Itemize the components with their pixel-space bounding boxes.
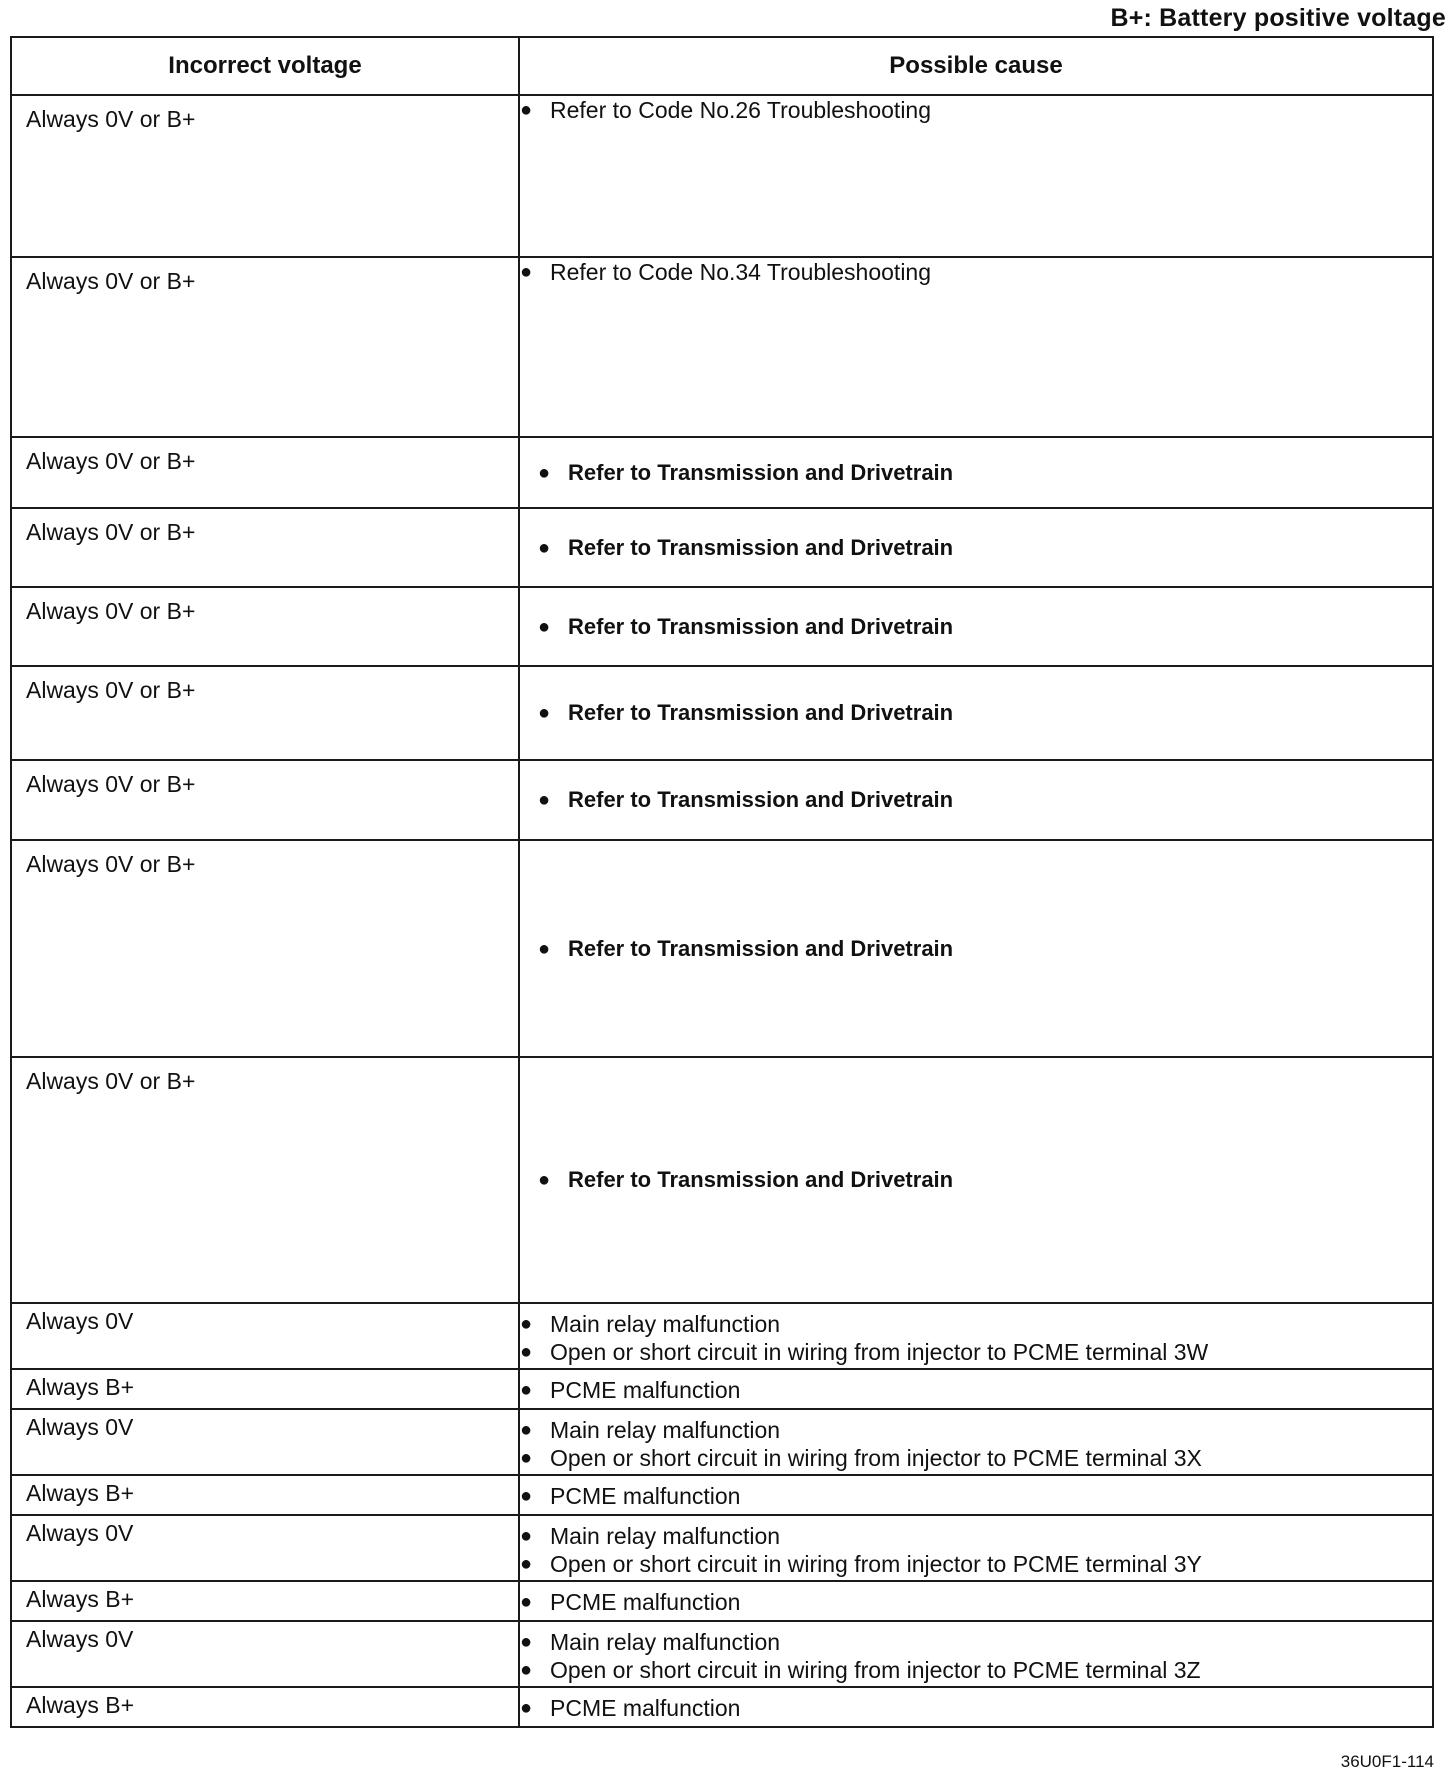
cause-text: Main relay malfunction bbox=[550, 1417, 781, 1443]
legend-note: B+: Battery positive voltage bbox=[1110, 4, 1446, 32]
cause-text: Open or short circuit in wiring from injector to PCME terminal 3Y bbox=[550, 1551, 1202, 1577]
cause-text: Refer to Transmission and Drivetrain bbox=[568, 1167, 954, 1192]
voltage-cell bbox=[11, 1687, 519, 1727]
cause-cell bbox=[519, 760, 1433, 840]
header-possible-cause: Possible cause bbox=[519, 37, 1433, 95]
voltage-cell bbox=[11, 666, 519, 760]
voltage-value: Always 0V or B+ bbox=[26, 677, 196, 703]
table-row bbox=[11, 508, 1433, 587]
voltage-value: Always 0V or B+ bbox=[26, 771, 196, 797]
voltage-value: Always 0V bbox=[26, 1414, 134, 1440]
cause-item bbox=[520, 1338, 1432, 1366]
voltage-value: Always 0V bbox=[26, 1520, 134, 1546]
voltage-value: Always 0V bbox=[26, 1626, 134, 1652]
table-row bbox=[11, 1621, 1433, 1687]
cause-item bbox=[538, 1166, 1432, 1194]
cause-text: Refer to Code No.26 Troubleshooting bbox=[550, 97, 932, 123]
table-row bbox=[11, 1475, 1433, 1515]
cause-item bbox=[538, 699, 1432, 727]
cause-text: PCME malfunction bbox=[550, 1695, 741, 1721]
cause-item bbox=[520, 1550, 1432, 1578]
voltage-value: Always B+ bbox=[26, 1692, 135, 1718]
cause-item bbox=[520, 1588, 1432, 1616]
cause-text: PCME malfunction bbox=[550, 1377, 741, 1403]
voltage-cell bbox=[11, 840, 519, 1057]
bullet-icon: ● bbox=[538, 536, 551, 559]
cause-cell bbox=[519, 1369, 1433, 1409]
voltage-cell bbox=[11, 760, 519, 840]
troubleshooting-table bbox=[10, 36, 1434, 1728]
voltage-cell bbox=[11, 257, 519, 437]
cause-item bbox=[520, 1482, 1432, 1510]
voltage-value: Always B+ bbox=[26, 1480, 135, 1506]
bullet-icon: ● bbox=[538, 937, 551, 960]
cause-cell bbox=[519, 257, 1433, 437]
bullet-icon: ● bbox=[538, 615, 551, 638]
cause-item bbox=[520, 1656, 1432, 1684]
cause-cell bbox=[519, 840, 1433, 1057]
cause-item bbox=[520, 258, 1432, 286]
cause-text: Refer to Transmission and Drivetrain bbox=[568, 613, 954, 639]
bullet-icon: ● bbox=[538, 702, 551, 724]
cause-cell bbox=[519, 666, 1433, 760]
table-row bbox=[11, 1303, 1433, 1369]
bullet-icon: ● bbox=[520, 1341, 533, 1363]
cause-item bbox=[520, 1310, 1432, 1338]
voltage-value: Always 0V or B+ bbox=[26, 851, 196, 877]
bullet-icon: ● bbox=[520, 1697, 533, 1719]
cause-item bbox=[520, 96, 1432, 124]
cause-text: Open or short circuit in wiring from injector to PCME terminal 3Z bbox=[550, 1657, 1201, 1683]
table-row bbox=[11, 1369, 1433, 1409]
cause-item bbox=[520, 1444, 1432, 1472]
cause-text: Refer to Code No.34 Troubleshooting bbox=[550, 259, 932, 285]
header-incorrect-voltage: Incorrect voltage bbox=[11, 37, 519, 95]
bullet-icon: ● bbox=[520, 1313, 533, 1335]
bullet-icon: ● bbox=[538, 1169, 551, 1191]
cause-text: Open or short circuit in wiring from injector to PCME terminal 3W bbox=[550, 1339, 1209, 1365]
cause-cell bbox=[519, 508, 1433, 587]
voltage-value: Always 0V or B+ bbox=[26, 1068, 196, 1094]
cause-text: Refer to Transmission and Drivetrain bbox=[568, 700, 954, 725]
cause-item bbox=[520, 1628, 1432, 1656]
voltage-cell bbox=[11, 1057, 519, 1303]
voltage-value: Always 0V or B+ bbox=[26, 106, 196, 132]
cause-cell bbox=[519, 1409, 1433, 1475]
bullet-icon: ● bbox=[520, 1447, 533, 1469]
table-row bbox=[11, 666, 1433, 760]
cause-cell bbox=[519, 1687, 1433, 1727]
bullet-icon: ● bbox=[520, 261, 533, 283]
voltage-cell bbox=[11, 437, 519, 508]
bullet-icon: ● bbox=[520, 1631, 533, 1653]
voltage-value: Always 0V bbox=[26, 1308, 134, 1334]
cause-cell bbox=[519, 437, 1433, 508]
table-row bbox=[11, 257, 1433, 437]
cause-text: Open or short circuit in wiring from injector to PCME terminal 3X bbox=[550, 1445, 1202, 1471]
cause-text: Refer to Transmission and Drivetrain bbox=[568, 459, 954, 485]
voltage-cell bbox=[11, 1369, 519, 1409]
cause-item bbox=[538, 786, 1432, 814]
cause-text: Main relay malfunction bbox=[550, 1629, 781, 1655]
cause-cell bbox=[519, 1621, 1433, 1687]
voltage-value: Always 0V or B+ bbox=[26, 598, 196, 624]
cause-item bbox=[520, 1694, 1432, 1722]
voltage-cell bbox=[11, 587, 519, 666]
cause-text: Refer to Transmission and Drivetrain bbox=[568, 787, 954, 812]
cause-item bbox=[538, 613, 1432, 641]
voltage-cell bbox=[11, 95, 519, 257]
table-row bbox=[11, 1057, 1433, 1303]
bullet-icon: ● bbox=[520, 1525, 533, 1547]
table-row bbox=[11, 1687, 1433, 1727]
cause-item bbox=[538, 459, 1432, 487]
bullet-icon: ● bbox=[520, 99, 533, 121]
bullet-icon: ● bbox=[538, 461, 551, 484]
figure-code: 36U0F1-114 bbox=[1340, 1752, 1434, 1771]
bullet-icon: ● bbox=[520, 1553, 533, 1575]
cause-item bbox=[520, 1376, 1432, 1404]
cause-item bbox=[520, 1416, 1432, 1444]
bullet-icon: ● bbox=[520, 1659, 533, 1681]
cause-cell bbox=[519, 1057, 1433, 1303]
cause-text: Refer to Transmission and Drivetrain bbox=[568, 935, 954, 961]
voltage-cell bbox=[11, 1409, 519, 1475]
voltage-value: Always 0V or B+ bbox=[26, 448, 196, 474]
table-row bbox=[11, 437, 1433, 508]
voltage-cell bbox=[11, 1515, 519, 1581]
cause-cell bbox=[519, 1581, 1433, 1621]
cause-text: PCME malfunction bbox=[550, 1483, 741, 1509]
cause-text: Main relay malfunction bbox=[550, 1311, 781, 1337]
bullet-icon: ● bbox=[520, 1591, 533, 1613]
voltage-value: Always 0V or B+ bbox=[26, 519, 196, 545]
table-row bbox=[11, 840, 1433, 1057]
table-row bbox=[11, 1581, 1433, 1621]
cause-item bbox=[538, 935, 1432, 963]
table-row bbox=[11, 1409, 1433, 1475]
voltage-value: Always B+ bbox=[26, 1374, 135, 1400]
table-row bbox=[11, 95, 1433, 257]
bullet-icon: ● bbox=[538, 789, 551, 811]
table-row bbox=[11, 1515, 1433, 1581]
voltage-cell bbox=[11, 1475, 519, 1515]
voltage-cell bbox=[11, 1621, 519, 1687]
voltage-cell bbox=[11, 508, 519, 587]
cause-cell bbox=[519, 95, 1433, 257]
voltage-cell bbox=[11, 1303, 519, 1369]
cause-cell bbox=[519, 1475, 1433, 1515]
voltage-value: Always B+ bbox=[26, 1586, 135, 1612]
bullet-icon: ● bbox=[520, 1379, 533, 1401]
cause-text: Main relay malfunction bbox=[550, 1523, 781, 1549]
bullet-icon: ● bbox=[520, 1485, 533, 1507]
table-row bbox=[11, 587, 1433, 666]
cause-text: PCME malfunction bbox=[550, 1589, 741, 1615]
cause-cell bbox=[519, 1515, 1433, 1581]
cause-cell bbox=[519, 1303, 1433, 1369]
voltage-value: Always 0V or B+ bbox=[26, 268, 196, 294]
cause-item bbox=[520, 1522, 1432, 1550]
bullet-icon: ● bbox=[520, 1419, 533, 1441]
voltage-cell bbox=[11, 1581, 519, 1621]
header-row bbox=[11, 37, 1433, 95]
cause-item bbox=[538, 534, 1432, 562]
cause-cell bbox=[519, 587, 1433, 666]
table-row bbox=[11, 760, 1433, 840]
cause-text: Refer to Transmission and Drivetrain bbox=[568, 534, 954, 560]
